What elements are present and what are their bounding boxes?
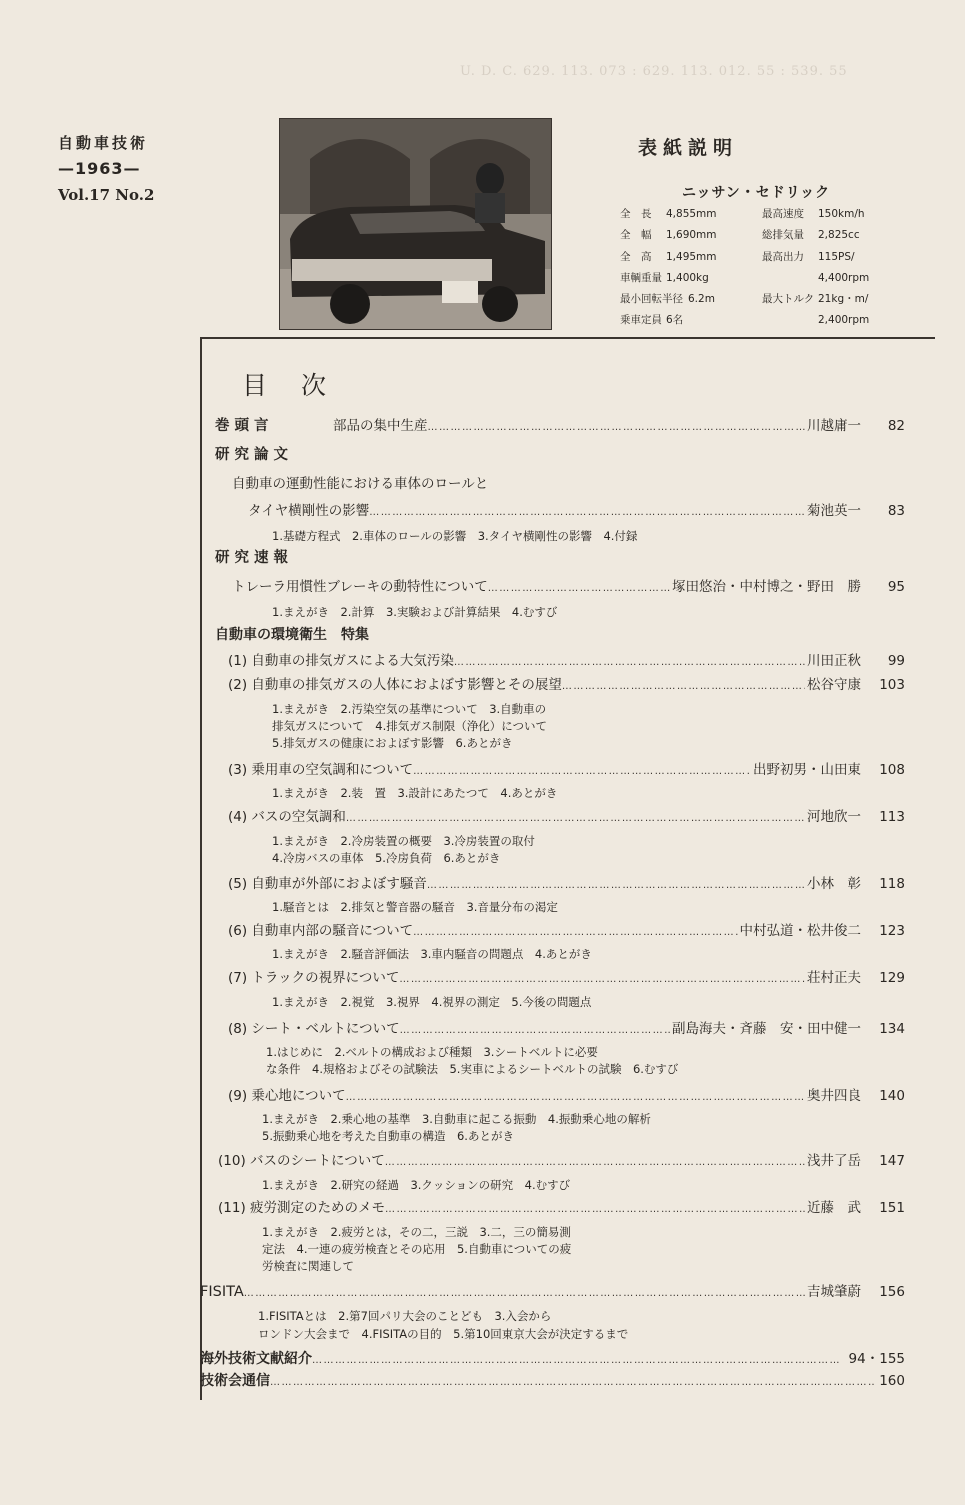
toc-entry[interactable] bbox=[228, 875, 905, 895]
entry-subtopics bbox=[262, 1240, 571, 1258]
spec-label: 最高出力 bbox=[762, 250, 804, 263]
entry-author: 小林 彰 bbox=[807, 876, 861, 892]
leader-dots bbox=[369, 504, 805, 522]
toc-entry[interactable] bbox=[228, 1020, 905, 1040]
entry-title: FISITA bbox=[200, 1284, 244, 1300]
entry-page: 140 bbox=[879, 1088, 905, 1104]
entry-page: 83 bbox=[887, 503, 905, 519]
entry-author: 浅井了岳 bbox=[807, 1153, 861, 1169]
leader-dots bbox=[400, 1022, 670, 1040]
magazine-name: 自動車技術 bbox=[58, 134, 149, 152]
entry-page: 151 bbox=[879, 1200, 905, 1216]
leader-dots bbox=[562, 678, 805, 696]
spec-label: 全 長 bbox=[620, 208, 652, 220]
entry-page: 99 bbox=[887, 653, 905, 669]
spec-label: 総排気量 bbox=[762, 229, 804, 242]
spec-value: 2,400rpm bbox=[818, 314, 870, 327]
entry-subtopics bbox=[272, 993, 591, 1011]
entry-page: 94・155 bbox=[848, 1351, 905, 1367]
entry-page: 118 bbox=[879, 876, 905, 892]
entry-subtopics bbox=[272, 849, 500, 867]
entry-subtopics bbox=[258, 1307, 551, 1325]
entry-subtopics bbox=[272, 527, 637, 545]
entry-subtopics bbox=[262, 1127, 514, 1145]
subtopics-text: 1.まえがき 2.視覚 3.視界 4.視界の測定 5.今後の問題点 bbox=[272, 995, 592, 1009]
entry-subtopics bbox=[266, 1043, 598, 1061]
entry-page: 160 bbox=[879, 1373, 905, 1389]
entry-title: (4) バスの空気調和 bbox=[228, 809, 346, 825]
leader-dots bbox=[346, 810, 805, 828]
leader-dots bbox=[270, 1374, 875, 1392]
entry-page: 147 bbox=[879, 1153, 905, 1169]
entry-title: 部品の集中生産 bbox=[333, 418, 428, 434]
entry-subtopics bbox=[262, 1110, 651, 1128]
spec-label: 全 高 bbox=[620, 250, 652, 263]
section-label: 研究速報 bbox=[215, 550, 293, 566]
subtopics-text: 1.はじめに 2.ベルトの構成および種類 3.シートベルトに必要 bbox=[266, 1045, 598, 1059]
entry-author: 荘村正夫 bbox=[807, 970, 861, 986]
toc-heading: 目次 bbox=[242, 371, 361, 400]
subtopics-text: 排気ガスについて 4.排気ガス制限（浄化）について bbox=[272, 719, 548, 733]
spec-value: 115PS/ bbox=[818, 250, 855, 263]
toc-entry[interactable] bbox=[200, 1372, 905, 1392]
toc-entry[interactable] bbox=[218, 1152, 905, 1172]
leader-dots bbox=[346, 1089, 805, 1107]
toc-entry[interactable] bbox=[200, 1350, 905, 1370]
leader-dots bbox=[428, 419, 806, 437]
section-heading bbox=[215, 446, 293, 464]
subtopics-text: 1.騒音とは 2.排気と警音器の騒音 3.音量分布の渇定 bbox=[272, 900, 558, 914]
spec-value: 21kg・m/ bbox=[818, 293, 869, 306]
section-label: 研究論文 bbox=[215, 447, 293, 463]
entry-author: 塚田悠治・中村博之・野田 勝 bbox=[672, 579, 861, 595]
year: —1963— bbox=[58, 159, 141, 178]
toc-entry[interactable] bbox=[228, 676, 905, 696]
subtopics-text: 5.排気ガスの健康におよぼす影響 6.あとがき bbox=[272, 736, 513, 750]
spec-label: 全 幅 bbox=[620, 229, 652, 242]
entry-page: 123 bbox=[879, 923, 905, 939]
entry-page: 82 bbox=[887, 418, 905, 434]
entry-subtopics bbox=[262, 1176, 570, 1194]
toc-entry[interactable] bbox=[228, 761, 905, 781]
leader-dots bbox=[244, 1285, 805, 1303]
spec-value: 150km/h bbox=[818, 208, 865, 220]
subtopics-text: 1.まえがき 2.乗心地の基準 3.自動車に起こる振動 4.振動乗心地の解析 bbox=[262, 1112, 651, 1126]
spec-label: 車輌重量 bbox=[620, 271, 662, 284]
toc-entry[interactable] bbox=[228, 652, 905, 672]
toc-entry[interactable] bbox=[248, 502, 905, 522]
leader-dots bbox=[413, 763, 751, 781]
entry-author: 副島海夫・斉藤 安・田中健一 bbox=[672, 1021, 861, 1037]
entry-title: タイヤ横剛性の影響 bbox=[248, 503, 370, 519]
entry-author: 出野初男・山田東 bbox=[753, 762, 861, 778]
entry-author: 中村弘道・松井俊二 bbox=[739, 923, 861, 939]
entry-subtopics bbox=[266, 1060, 678, 1078]
toc-entry[interactable] bbox=[200, 1283, 905, 1303]
entry-page: 103 bbox=[879, 677, 905, 693]
spec-value: 6.2m bbox=[688, 293, 715, 306]
leader-dots bbox=[312, 1352, 841, 1370]
car-name: ニッサン・セドリック bbox=[682, 185, 831, 201]
entry-title: (9) 乗心地について bbox=[228, 1088, 346, 1104]
entry-page: 95 bbox=[887, 579, 905, 595]
leader-dots bbox=[385, 1201, 805, 1219]
entry-title-line bbox=[232, 475, 488, 493]
entry-title: (6) 自動車内部の騒音について bbox=[228, 923, 414, 939]
leader-dots bbox=[454, 654, 805, 672]
entry-title: 技術会通信 bbox=[200, 1373, 270, 1389]
entry-subtopics bbox=[272, 700, 546, 718]
spec-value: 4,400rpm bbox=[818, 271, 870, 284]
leader-dots bbox=[427, 877, 805, 895]
entry-page: 108 bbox=[879, 762, 905, 778]
entry-author: 川田正秋 bbox=[807, 653, 861, 669]
subtopics-text: 4.冷房バスの車体 5.冷房負荷 6.あとがき bbox=[272, 851, 501, 865]
entry-title: (11) 疲労測定のためのメモ bbox=[218, 1200, 386, 1216]
entry-subtopics bbox=[258, 1325, 628, 1343]
entry-title: (3) 乗用車の空気調和について bbox=[228, 762, 414, 778]
section-heading bbox=[215, 549, 293, 567]
entry-title: (10) バスのシートについて bbox=[218, 1153, 385, 1169]
spec-label: 最大トルク bbox=[762, 293, 815, 306]
toc-entry[interactable] bbox=[228, 808, 905, 828]
volume-number: Vol.17 No.2 bbox=[58, 186, 155, 204]
leader-dots bbox=[385, 1154, 805, 1172]
toc-entry[interactable] bbox=[228, 969, 905, 989]
entry-author: 菊池英一 bbox=[807, 503, 861, 519]
toc-entry[interactable] bbox=[215, 417, 905, 437]
cover-title: 表紙説明 bbox=[638, 137, 739, 159]
entry-subtopics bbox=[272, 784, 557, 802]
entry-title: (1) 自動車の排気ガスによる大気汚染 bbox=[228, 653, 454, 669]
entry-page: 129 bbox=[879, 970, 905, 986]
entry-author: 松谷守康 bbox=[807, 677, 861, 693]
spec-value: 4,855mm bbox=[666, 208, 717, 220]
entry-page: 113 bbox=[879, 809, 905, 825]
spec-value: 1,690mm bbox=[666, 229, 717, 242]
subtopics-text: 1.まえがき 2.冷房装置の概要 3.冷房装置の取付 bbox=[272, 834, 535, 848]
subtopics-text: 1.まえがき 2.汚染空気の基準について 3.自動車の bbox=[272, 702, 547, 716]
entry-author: 河地欣一 bbox=[807, 809, 861, 825]
leader-dots bbox=[413, 924, 737, 942]
subtopics-text: 1.基礎方程式 2.車体のロールの影響 3.タイヤ横剛性の影響 4.付録 bbox=[272, 529, 638, 543]
entry-subtopics bbox=[262, 1223, 571, 1241]
subtopics-text: 1.まえがき 2.疲労とは，その二，三説 3.二，三の簡易測 bbox=[262, 1225, 571, 1239]
entry-author: 吉城肇蔚 bbox=[807, 1284, 861, 1300]
toc-entry[interactable] bbox=[218, 1199, 905, 1219]
subtopics-text: 5.振動乗心地を考えた自動車の構造 6.あとがき bbox=[262, 1129, 514, 1143]
subtopics-text: 1.まえがき 2.装 置 3.設計にあたつて 4.あとがき bbox=[272, 786, 558, 800]
section-heading bbox=[215, 626, 369, 644]
toc-entry[interactable] bbox=[228, 922, 905, 942]
entry-author: 川越庸一 bbox=[807, 418, 861, 434]
section-label: 自動車の環境衛生 特集 bbox=[215, 627, 369, 643]
entry-subtopics bbox=[272, 717, 547, 735]
entry-subtopics bbox=[272, 734, 512, 752]
entry-title: (7) トラックの視界について bbox=[228, 970, 400, 986]
entry-title: (5) 自動車が外部におよぼす騒音 bbox=[228, 876, 427, 892]
entry-title: (2) 自動車の排気ガスの人体におよぼす影響とその展望 bbox=[228, 677, 562, 693]
entry-page: 134 bbox=[879, 1021, 905, 1037]
entry-title: トレーラ用慣性ブレーキの動特性について bbox=[232, 579, 488, 595]
spec-value: 1,400kg bbox=[666, 271, 709, 284]
subtopics-text: 1.まえがき 2.研究の経過 3.クッションの研究 4.むすび bbox=[262, 1178, 571, 1192]
subtopics-text: な条件 4.規格およびその試験法 5.実車によるシートベルトの試験 6.むすび bbox=[266, 1062, 679, 1076]
entry-subtopics bbox=[272, 945, 592, 963]
spec-value: 1,495mm bbox=[666, 250, 717, 263]
entry-subtopics bbox=[272, 832, 535, 850]
entry-page: 156 bbox=[879, 1284, 905, 1300]
section-label: 巻頭言 bbox=[215, 418, 274, 434]
spec-label: 最小回転半径 bbox=[620, 293, 683, 306]
subtopics-text: 1.まえがき 2.計算 3.実験および計算結果 4.むすび bbox=[272, 605, 558, 619]
subtopics-text: 定法 4.一連の疲労検査とその応用 5.自動車についての疲 bbox=[262, 1242, 572, 1256]
faded-header-udc: U. D. C. 629. 113. 073 : 629. 113. 012. 55 : 539. 55 bbox=[460, 64, 848, 79]
subtopics-text: ロンドン大会まで 4.FISITAの目的 5.第10回東京大会が決定するまで bbox=[258, 1327, 629, 1341]
spec-value: 2,825cc bbox=[818, 229, 860, 242]
entry-title: 自動車の運動性能における車体のロールと bbox=[232, 476, 489, 492]
subtopics-text: 労検査に関連して bbox=[262, 1259, 354, 1273]
subtopics-text: 1.まえがき 2.騒音評価法 3.車内騒音の問題点 4.あとがき bbox=[272, 947, 592, 961]
entry-subtopics bbox=[272, 603, 557, 621]
toc-entry[interactable] bbox=[232, 578, 905, 598]
entry-author: 奥井四良 bbox=[807, 1088, 861, 1104]
leader-dots bbox=[399, 971, 805, 989]
entry-title: 海外技術文献紹介 bbox=[200, 1351, 312, 1367]
spec-label: 乗車定員 bbox=[620, 314, 662, 327]
toc-entry[interactable] bbox=[228, 1087, 905, 1107]
subtopics-text: 1.FISITAとは 2.第7回パリ大会のことども 3.入会から bbox=[258, 1309, 552, 1323]
entry-author: 近藤 武 bbox=[807, 1200, 861, 1216]
spec-label: 最高速度 bbox=[762, 208, 804, 220]
spec-value: 6名 bbox=[666, 314, 684, 327]
leader-dots bbox=[488, 580, 670, 598]
entry-subtopics bbox=[262, 1257, 354, 1275]
entry-subtopics bbox=[272, 898, 558, 916]
entry-title: (8) シート・ベルトについて bbox=[228, 1021, 400, 1037]
